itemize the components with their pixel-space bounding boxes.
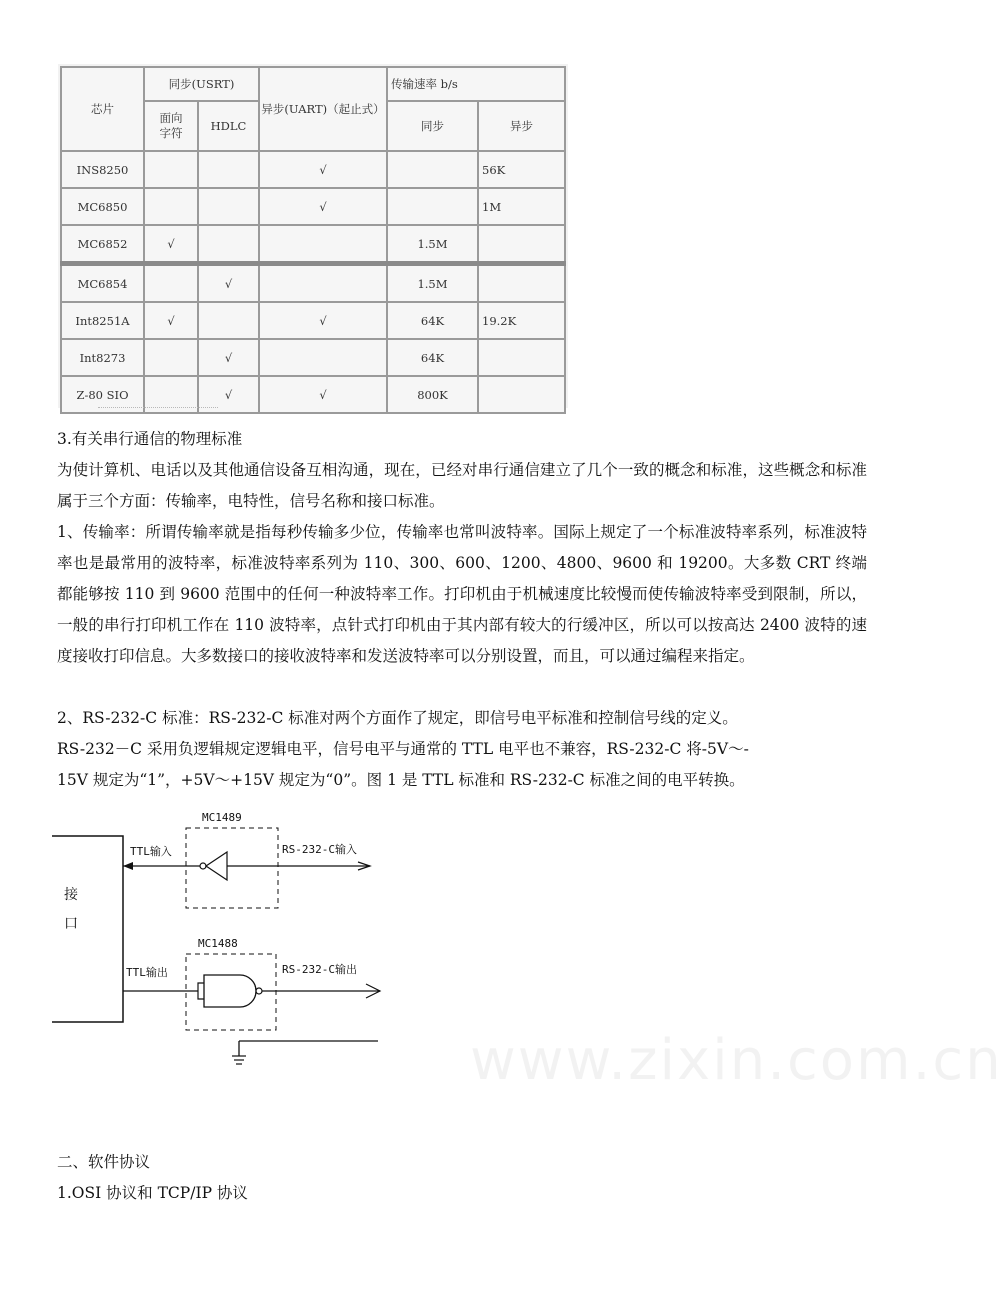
watermark: www.zixin.com.cn [470,1028,1003,1093]
receiver-gate-icon [206,852,227,880]
table-row [61,264,565,303]
cell-chip: MC6854 [61,264,144,303]
cell-chip: MC6850 [61,188,144,225]
cell-char [144,339,198,376]
header-rate-async: 异步 [478,101,565,151]
interface-block [52,836,123,1022]
cell-rate-sync [387,188,478,225]
level-conversion-diagram [52,808,392,1108]
cell-hdlc [198,302,259,339]
cell-hdlc [198,188,259,225]
section-software-protocols: 二、软件协议 [57,1153,151,1171]
table-row [61,302,565,339]
table-row [61,225,565,264]
ttl-input-label: TTL输入 [130,845,172,858]
cell-hdlc [198,151,259,188]
cell-chip: MC6852 [61,225,144,264]
cell-char: √ [144,302,198,339]
chip-label-mc1489: MC1489 [202,811,242,824]
table-row [61,151,565,188]
cell-rate-async [478,264,565,303]
cell-char: √ [144,225,198,264]
ttl-output-label: TTL输出 [126,966,168,979]
header-rate-sync: 同步 [387,101,478,151]
cell-rate-async: 19.2K [478,302,565,339]
cell-rate-sync: 1.5M [387,225,478,264]
chip-table [60,66,566,414]
cell-chip: Z-80 SIO [61,376,144,413]
chip-label-mc1488: MC1488 [198,937,238,950]
cell-rate-sync: 1.5M [387,264,478,303]
cell-async [259,225,387,264]
cell-rate-sync: 64K [387,302,478,339]
cell-char [144,151,198,188]
table-scan-edge [98,404,218,408]
nand-gate-icon [204,975,256,1007]
header-hdlc: HDLC [198,101,259,151]
table-row [61,188,565,225]
gate-input-fork [198,983,204,999]
cell-rate-async: 1M [478,188,565,225]
interface-label-1: 接 [64,887,78,903]
cell-hdlc: √ [198,264,259,303]
cell-rate-async [478,225,565,264]
cell-hdlc [198,225,259,264]
rs232-line-2: RS-232－C 采用负逻辑规定逻辑电平，信号电平与通常的 TTL 电平也不兼容，RS-232-C 将-5V～- [57,740,749,758]
cell-async: √ [259,188,387,225]
cell-rate-sync [387,151,478,188]
cell-async [259,339,387,376]
cell-char [144,264,198,303]
baud-rate-paragraph: 1、传输率：所谓传输率就是指每秒传输多少位，传输率也常叫波特率。国际上规定了一个标准波特率系列，标准波特率也是最常用的波特率，标准波特率系列为 110、300、600、1200、4800、9600 和 19200。大多数 CRT 终端都能够按 110 到 9600 范围中的任何一种波特率工作。打印机由于机械速度比较慢而使传输波特率受到限制，所以，一般的串行打印机工作在 110 波特率，点针式打印机由于其内部有较大的行缓冲区，所以可以按高达 2400 波特的速度接收打印信息。大多数接口的接收波特率和发送波特率可以分别设置，而且，可以通过编程来指定。 [57,523,867,665]
cell-chip: INS8250 [61,151,144,188]
table-row [61,339,565,376]
cell-rate-async: 56K [478,151,565,188]
chip-table-image [58,64,568,408]
cell-async: √ [259,376,387,413]
interface-label-2: 口 [64,916,78,932]
header-sync: 同步(USRT) [144,67,259,101]
cell-async: √ [259,151,387,188]
cell-async [259,264,387,303]
header-chip: 芯片 [61,67,144,151]
heading-physical-standards: 3.有关串行通信的物理标准 [57,430,243,448]
intro-paragraph: 为使计算机、电话以及其他通信设备互相沟通，现在，已经对串行通信建立了几个一致的概念和标准，这些概念和标准属于三个方面：传输率，电特性，信号名称和接口标准。 [57,461,867,510]
cell-rate-sync: 64K [387,339,478,376]
header-rate: 传输速率 b/s [387,67,565,101]
nand-bubble [256,988,262,994]
header-char-oriented: 面向字符 [144,101,198,151]
subsection-osi-tcpip: 1.OSI 协议和 TCP/IP 协议 [57,1184,248,1202]
cell-rate-async [478,376,565,413]
mc1489-box [186,828,278,908]
rs232-line-3: 15V 规定为“1”，+5V～+15V 规定为“0”。图 1 是 TTL 标准和 RS-232-C 标准之间的电平转换。 [57,771,745,789]
cell-rate-async [478,339,565,376]
rs232-input-label: RS-232-C输入 [282,843,357,856]
cell-rate-sync: 800K [387,376,478,413]
cell-chip: Int8251A [61,302,144,339]
cell-async: √ [259,302,387,339]
rs232-output-label: RS-232-C输出 [282,963,357,976]
ttl-input-arrow [123,862,133,870]
cell-char [144,188,198,225]
cell-chip: Int8273 [61,339,144,376]
rs232-line-1: 2、RS-232-C 标准：RS-232-C 标准对两个方面作了规定，即信号电平标准和控制信号线的定义。 [57,709,738,727]
cell-hdlc: √ [198,376,259,413]
header-async: 异步(UART)（起止式） [259,67,387,151]
cell-hdlc: √ [198,339,259,376]
